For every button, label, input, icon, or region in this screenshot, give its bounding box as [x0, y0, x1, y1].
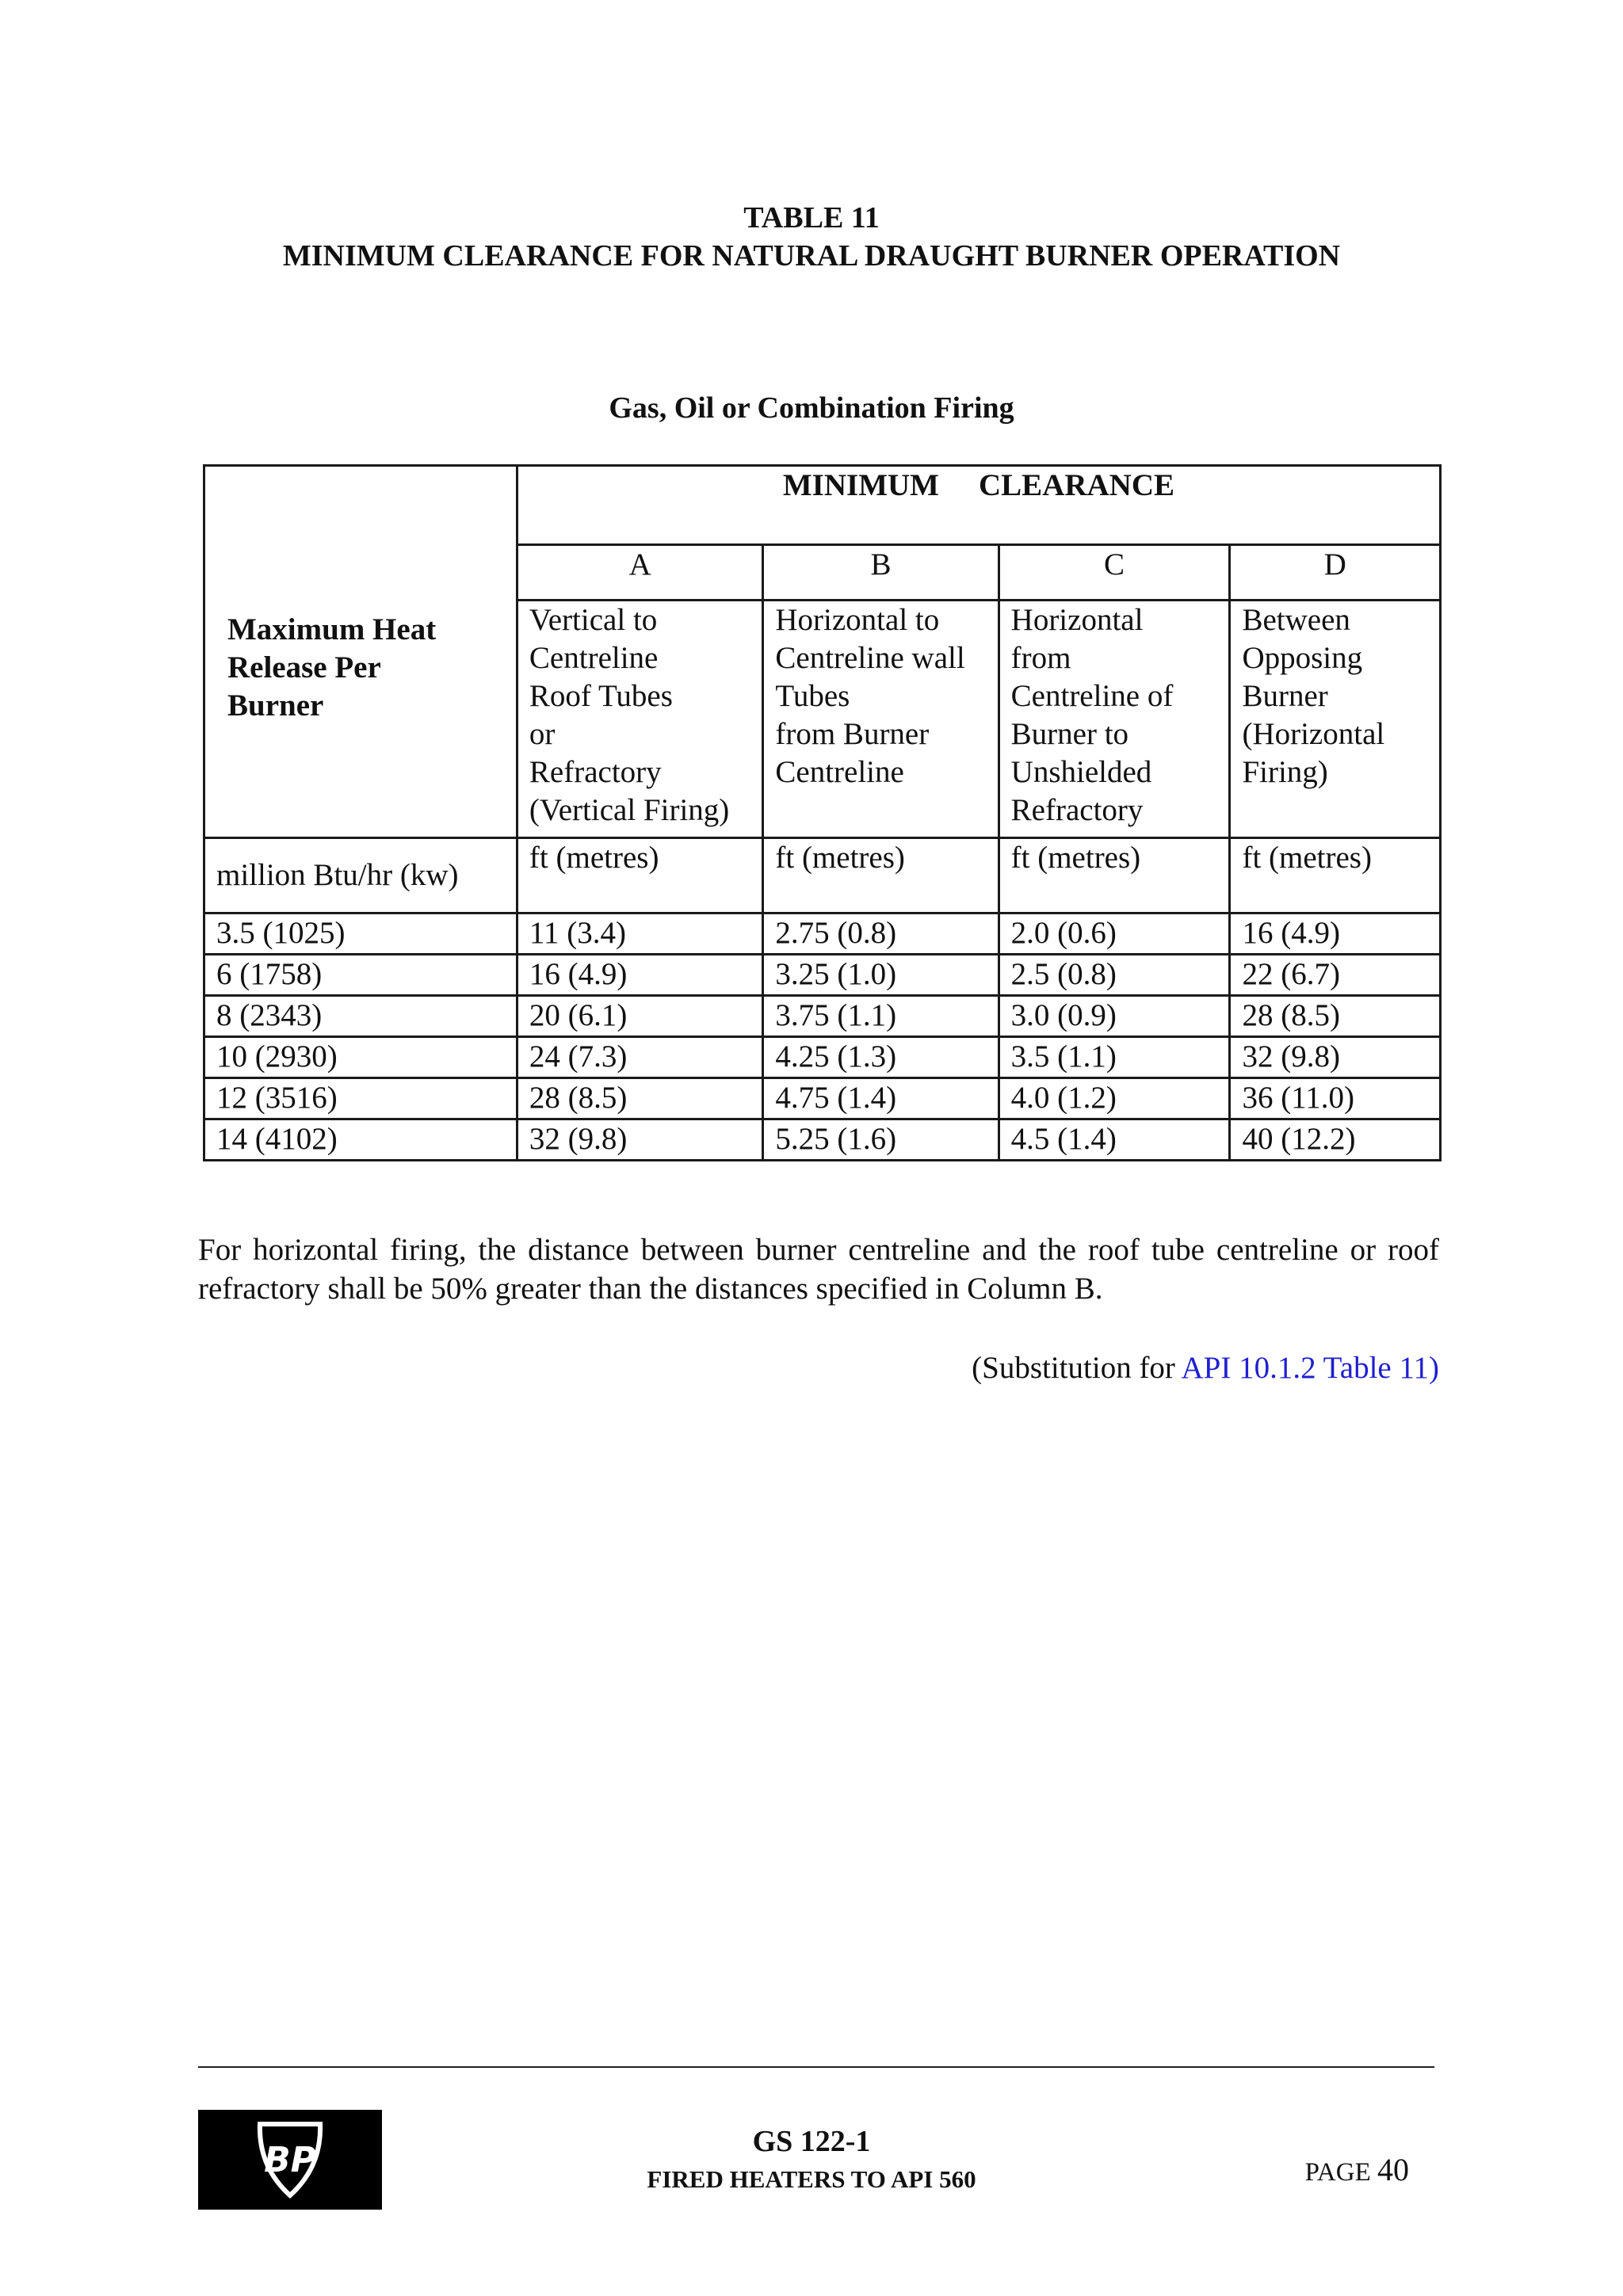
table-cell: 28 (8.5) — [517, 1078, 762, 1119]
table-subtitle: Gas, Oil or Combination Firing — [609, 391, 1014, 425]
desc-a-line: or — [529, 717, 556, 751]
col-letter-d: D — [1230, 545, 1441, 601]
col-letter-b: B — [763, 545, 999, 601]
horizontal-firing-note: For horizontal firing, the distance between burner centreline and the roof tube centreline or roof refractory shall be 50% greater than the distances specified in Column B. — [198, 1233, 1439, 1306]
table-cell: 12 (3516) — [204, 1078, 517, 1119]
desc-c-line: Refractory — [1010, 793, 1144, 827]
page-number — [1305, 2151, 1409, 2188]
minimum-clearance-right: CLEARANCE — [979, 468, 1175, 502]
minimum-clearance-left: MINIMUM — [782, 468, 939, 502]
unit-d: ft (metres) — [1230, 838, 1441, 913]
desc-d-line: (Horizontal — [1242, 717, 1385, 751]
desc-c-line: Centreline of — [1010, 679, 1174, 713]
table-row — [204, 1037, 1441, 1078]
desc-d-line: Between — [1242, 603, 1350, 637]
page-number-value: 40 — [1377, 2152, 1409, 2187]
desc-b-line: Horizontal to — [775, 603, 940, 637]
max-heat-line-3: Burner — [227, 688, 324, 723]
table-cell: 4.75 (1.4) — [763, 1078, 999, 1119]
table-cell: 28 (8.5) — [1230, 996, 1441, 1037]
desc-b-line: Centreline wall — [775, 641, 965, 675]
desc-c-line: Unshielded — [1010, 755, 1152, 789]
table-cell: 6 (1758) — [204, 955, 517, 996]
unit-a: ft (metres) — [517, 838, 762, 913]
col-desc-d — [1230, 601, 1441, 838]
desc-a-line: Roof Tubes — [529, 679, 673, 713]
table-cell: 40 (12.2) — [1230, 1119, 1441, 1161]
table-number: TABLE 11 — [743, 201, 880, 235]
api-reference-link[interactable]: API 10.1.2 Table 11) — [1181, 1351, 1439, 1385]
table-cell: 2.0 (0.6) — [999, 913, 1230, 955]
col-desc-c — [999, 601, 1230, 838]
table-row — [204, 1078, 1441, 1119]
col-letter-a: A — [517, 545, 762, 601]
unit-c: ft (metres) — [999, 838, 1230, 913]
footer-divider — [198, 2066, 1434, 2068]
table-cell: 3.25 (1.0) — [763, 955, 999, 996]
desc-a-line: Centreline — [529, 641, 659, 675]
desc-a-line: (Vertical Firing) — [529, 793, 730, 827]
table-row — [204, 955, 1441, 996]
table-cell: 2.75 (0.8) — [763, 913, 999, 955]
col-desc-a — [517, 601, 762, 838]
table-cell: 4.5 (1.4) — [999, 1119, 1230, 1161]
table-cell: 4.0 (1.2) — [999, 1078, 1230, 1119]
table-cell: 22 (6.7) — [1230, 955, 1441, 996]
page-label: PAGE — [1304, 2158, 1371, 2187]
table-cell: 16 (4.9) — [1230, 913, 1441, 955]
table-cell: 2.5 (0.8) — [999, 955, 1230, 996]
substitution-note — [972, 1350, 1439, 1386]
desc-b-line: Tubes — [775, 679, 850, 713]
table-cell: 3.5 (1025) — [204, 913, 517, 955]
desc-a-line: Vertical to — [529, 603, 658, 637]
substitution-prefix: (Substitution for — [972, 1351, 1182, 1385]
table-cell: 8 (2343) — [204, 996, 517, 1037]
table-row — [204, 1119, 1441, 1161]
table-cell: 3.0 (0.9) — [999, 996, 1230, 1037]
desc-c-line: Burner to — [1010, 717, 1129, 751]
table-cell: 32 (9.8) — [1230, 1037, 1441, 1078]
table-cell: 36 (11.0) — [1230, 1078, 1441, 1119]
desc-d-line: Opposing — [1242, 641, 1363, 675]
table-cell: 24 (7.3) — [517, 1037, 762, 1078]
table-cell: 16 (4.9) — [517, 955, 762, 996]
desc-c-line: Horizontal — [1010, 603, 1144, 637]
col-letter-c: C — [999, 545, 1230, 601]
unit-b: ft (metres) — [763, 838, 999, 913]
desc-a-line: Refractory — [529, 755, 662, 789]
minimum-clearance-header — [517, 466, 1440, 545]
desc-b-line: from Burner — [775, 717, 930, 751]
bp-logo-text: BP — [264, 2140, 316, 2180]
col-desc-b — [763, 601, 999, 838]
desc-d-line: Burner — [1242, 679, 1328, 713]
table-title: MINIMUM CLEARANCE FOR NATURAL DRAUGHT BURNER OPERATION — [282, 239, 1341, 273]
table-cell: 3.75 (1.1) — [763, 996, 999, 1037]
table-cell: 11 (3.4) — [517, 913, 762, 955]
table-cell: 10 (2930) — [204, 1037, 517, 1078]
table-cell: 32 (9.8) — [517, 1119, 762, 1161]
table-cell: 3.5 (1.1) — [999, 1037, 1230, 1078]
table-cell: 20 (6.1) — [517, 996, 762, 1037]
max-heat-line-2: Release Per — [227, 650, 381, 685]
desc-b-line: Centreline — [775, 755, 904, 789]
first-col-unit: million Btu/hr (kw) — [204, 838, 517, 913]
desc-c-line: from — [1010, 641, 1071, 675]
table-cell: 5.25 (1.6) — [763, 1119, 999, 1161]
max-heat-line-1: Maximum Heat — [227, 612, 437, 646]
clearance-table — [203, 464, 1442, 1161]
table-row — [204, 996, 1441, 1037]
table-row — [204, 913, 1441, 955]
document-code: GS 122-1 — [752, 2125, 871, 2158]
max-heat-header — [204, 466, 517, 838]
table-cell: 14 (4102) — [204, 1119, 517, 1161]
document-title: FIRED HEATERS TO API 560 — [647, 2165, 976, 2193]
table-cell: 4.25 (1.3) — [763, 1037, 999, 1078]
desc-d-line: Firing) — [1242, 755, 1328, 789]
